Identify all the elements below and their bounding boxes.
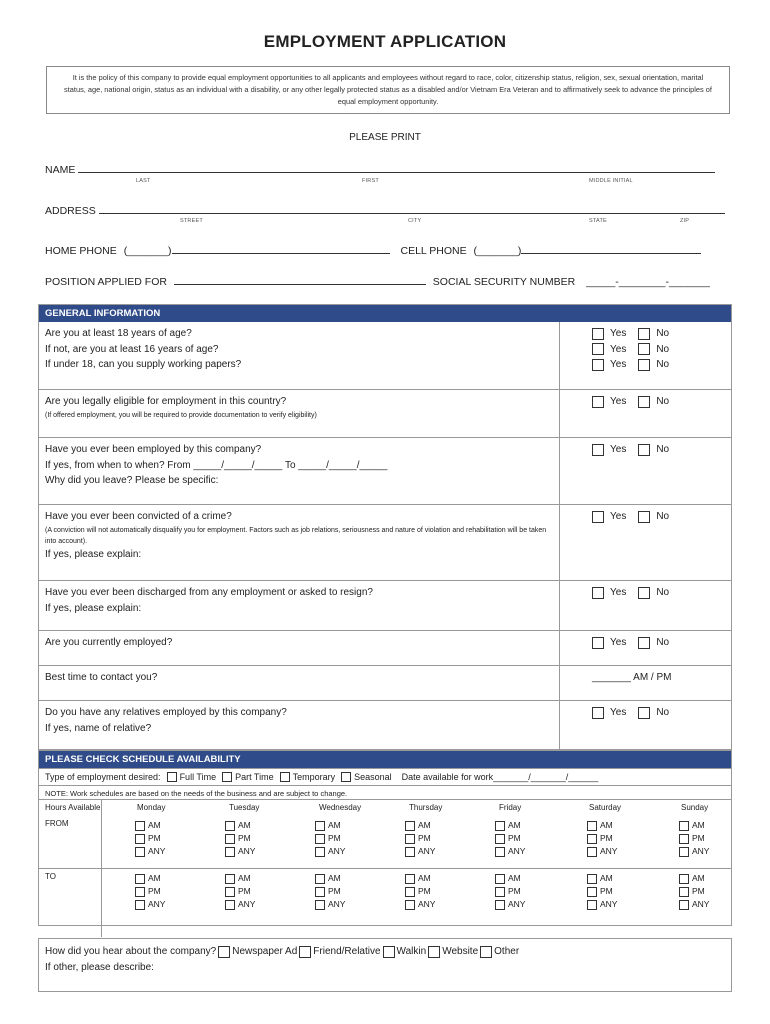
- referral-section: [38, 938, 732, 992]
- schedule-option-label: PM: [692, 886, 705, 896]
- no-label: No: [656, 396, 670, 407]
- schedule-option-label: ANY: [418, 846, 436, 856]
- cell-phone-area: (_______): [473, 245, 522, 257]
- no-label: No: [656, 637, 670, 648]
- schedule-option-label: AM: [418, 820, 431, 830]
- yes-label: Yes: [610, 707, 627, 718]
- schedule-grid: [39, 799, 731, 937]
- discharged-yes-checkbox[interactable]: [592, 587, 604, 599]
- age-18-yes-checkbox[interactable]: [592, 328, 604, 340]
- working-papers-no-checkbox[interactable]: [638, 359, 650, 371]
- schedule-option-label: AM: [600, 873, 613, 883]
- yes-label: Yes: [610, 511, 627, 522]
- to-label: TO: [45, 872, 56, 881]
- position-row: [45, 274, 710, 288]
- day-header-monday: Monday: [137, 803, 166, 812]
- ssn-label: SOCIAL SECURITY NUMBER: [432, 276, 576, 288]
- from-sunday-pm-checkbox[interactable]: [679, 834, 689, 844]
- conviction-yes-checkbox[interactable]: [592, 511, 604, 523]
- website-checkbox[interactable]: [428, 946, 440, 958]
- currently-employed-no-checkbox[interactable]: [638, 637, 650, 649]
- no-label: No: [656, 707, 670, 718]
- schedule-option-label: ANY: [148, 846, 166, 856]
- discharged-question-row: [39, 580, 731, 630]
- from-sunday-any-checkbox[interactable]: [679, 847, 689, 857]
- conviction-no-checkbox[interactable]: [638, 511, 650, 523]
- schedule-option-label: PM: [508, 886, 521, 896]
- to-saturday-am-checkbox[interactable]: [587, 874, 597, 884]
- eligibility-question: Are you legally eligible for employment in this country?: [45, 396, 287, 407]
- schedule-option-label: PM: [148, 833, 161, 843]
- address-row: [45, 203, 725, 217]
- yes-label: Yes: [610, 359, 627, 370]
- employment-type-row: [39, 768, 731, 785]
- to-thursday-options: [405, 872, 435, 911]
- from-wednesday-any-checkbox[interactable]: [315, 847, 325, 857]
- ssn-input[interactable]: _____-________-_______: [586, 276, 710, 288]
- currently-employed-yes-checkbox[interactable]: [592, 637, 604, 649]
- name-input[interactable]: [78, 162, 715, 173]
- from-thursday-options: [405, 819, 435, 858]
- age-16-no-checkbox[interactable]: [638, 343, 650, 355]
- address-label: ADDRESS: [45, 205, 96, 217]
- schedule-option-label: AM: [148, 820, 161, 830]
- to-tuesday-any-checkbox[interactable]: [225, 900, 235, 910]
- yes-label: Yes: [610, 328, 627, 339]
- to-tuesday-pm-checkbox[interactable]: [225, 887, 235, 897]
- schedule-option-label: ANY: [418, 899, 436, 909]
- address-sub-city: CITY: [408, 218, 422, 224]
- relatives-question: Do you have any relatives employed by this company?: [45, 707, 287, 718]
- prior-employment-dates: If yes, from when to when? From _____/_____/_____ To _____/_____/_____: [45, 459, 388, 471]
- schedule-option-label: AM: [238, 820, 251, 830]
- general-information-section: [38, 304, 732, 750]
- schedule-option-label: PM: [148, 886, 161, 896]
- yes-label: Yes: [610, 343, 627, 355]
- name-row: [45, 162, 715, 176]
- address-sub-street: STREET: [180, 218, 203, 224]
- referral-question: How did you hear about the company?: [45, 946, 217, 957]
- schedule-option-label: AM: [148, 873, 161, 883]
- from-thursday-pm-checkbox[interactable]: [405, 834, 415, 844]
- yes-label: Yes: [610, 637, 627, 648]
- relatives-yes-checkbox[interactable]: [592, 707, 604, 719]
- discharged-question: Have you ever been discharged from any employment or asked to resign?: [45, 587, 373, 598]
- other-checkbox[interactable]: [480, 946, 492, 958]
- age-question-row: [39, 322, 731, 389]
- temporary-checkbox[interactable]: [280, 772, 290, 782]
- schedule-option-label: AM: [508, 873, 521, 883]
- to-thursday-pm-checkbox[interactable]: [405, 887, 415, 897]
- currently-employed-question-row: [39, 630, 731, 665]
- to-saturday-options: [587, 872, 617, 911]
- schedule-option-label: ANY: [600, 846, 618, 856]
- schedule-option-label: ANY: [508, 899, 526, 909]
- from-wednesday-pm-checkbox[interactable]: [315, 834, 325, 844]
- walkin-label: Walkin: [396, 946, 427, 957]
- schedule-option-label: PM: [328, 833, 341, 843]
- schedule-option-label: ANY: [692, 899, 710, 909]
- from-thursday-any-checkbox[interactable]: [405, 847, 415, 857]
- to-tuesday-options: [225, 872, 255, 911]
- no-label: No: [656, 343, 670, 355]
- no-label: No: [656, 587, 670, 598]
- age-16-question: If not, are you at least 16 years of age?: [45, 343, 219, 355]
- schedule-option-label: AM: [692, 820, 705, 830]
- schedule-option-label: AM: [508, 820, 521, 830]
- friend-relative-label: Friend/Relative: [313, 946, 381, 957]
- from-tuesday-am-checkbox[interactable]: [225, 821, 235, 831]
- to-monday-any-checkbox[interactable]: [135, 900, 145, 910]
- prior-employment-question: Have you ever been employed by this company?: [45, 444, 262, 455]
- website-label: Website: [442, 946, 479, 957]
- from-sunday-am-checkbox[interactable]: [679, 821, 689, 831]
- schedule-option-label: AM: [328, 873, 341, 883]
- no-label: No: [656, 444, 670, 455]
- age-18-question: Are you at least 18 years of age?: [45, 328, 192, 339]
- from-tuesday-any-checkbox[interactable]: [225, 847, 235, 857]
- from-label: FROM: [45, 819, 69, 828]
- contact-time-question: Best time to contact you?: [45, 672, 158, 683]
- from-saturday-any-checkbox[interactable]: [587, 847, 597, 857]
- age-18-no-checkbox[interactable]: [638, 328, 650, 340]
- schedule-option-label: PM: [692, 833, 705, 843]
- schedule-option-label: PM: [508, 833, 521, 843]
- home-phone-input[interactable]: [172, 243, 390, 254]
- schedule-option-label: PM: [328, 886, 341, 896]
- eligibility-yes-checkbox[interactable]: [592, 396, 604, 408]
- discharged-no-checkbox[interactable]: [638, 587, 650, 599]
- seasonal-label: Seasonal: [354, 772, 392, 782]
- schedule-option-label: ANY: [600, 899, 618, 909]
- prior-employment-yes-checkbox[interactable]: [592, 444, 604, 456]
- from-monday-any-checkbox[interactable]: [135, 847, 145, 857]
- from-saturday-am-checkbox[interactable]: [587, 821, 597, 831]
- schedule-option-label: PM: [600, 833, 613, 843]
- schedule-option-label: AM: [238, 873, 251, 883]
- other-label: Other: [494, 946, 520, 957]
- working-papers-yes-checkbox[interactable]: [592, 359, 604, 371]
- general-information-header: GENERAL INFORMATION: [39, 305, 731, 322]
- eligibility-note: (If offered employment, you will be required to provide documentation to verify eligibility): [45, 411, 317, 419]
- yes-label: Yes: [610, 587, 627, 598]
- to-saturday-any-checkbox[interactable]: [587, 900, 597, 910]
- schedule-option-label: PM: [418, 886, 431, 896]
- reason-for-leaving: Why did you leave? Please be specific:: [45, 475, 219, 486]
- schedule-option-label: ANY: [328, 846, 346, 856]
- to-thursday-am-checkbox[interactable]: [405, 874, 415, 884]
- to-sunday-options: [679, 872, 709, 911]
- day-header-tuesday: Tuesday: [229, 803, 260, 812]
- hours-available-label: Hours Available: [45, 803, 101, 812]
- schedule-option-label: AM: [692, 873, 705, 883]
- schedule-option-label: PM: [238, 886, 251, 896]
- working-papers-question: If under 18, can you supply working papers?: [45, 359, 242, 370]
- cell-phone-input[interactable]: [521, 243, 701, 254]
- to-friday-am-checkbox[interactable]: [495, 874, 505, 884]
- to-monday-am-checkbox[interactable]: [135, 874, 145, 884]
- currently-employed-question: Are you currently employed?: [45, 637, 173, 648]
- other-describe-label: If other, please describe:: [45, 962, 154, 973]
- schedule-section: [38, 750, 732, 926]
- to-monday-pm-checkbox[interactable]: [135, 887, 145, 897]
- yes-label: Yes: [610, 444, 627, 455]
- prior-employment-question-row: [39, 437, 731, 504]
- name-sub-first: FIRST: [362, 178, 379, 184]
- newspaper-ad-label: Newspaper Ad: [232, 946, 298, 957]
- part-time-label: Part Time: [235, 772, 274, 782]
- relatives-name: If yes, name of relative?: [45, 722, 152, 734]
- phone-row: [45, 243, 701, 257]
- age-16-yes-checkbox[interactable]: [592, 343, 604, 355]
- name-label: NAME: [45, 164, 76, 176]
- day-header-saturday: Saturday: [589, 803, 622, 812]
- address-sub-zip: ZIP: [680, 218, 690, 224]
- from-saturday-options: [587, 819, 617, 858]
- seasonal-checkbox[interactable]: [341, 772, 351, 782]
- to-wednesday-pm-checkbox[interactable]: [315, 887, 325, 897]
- no-label: No: [656, 328, 670, 339]
- to-thursday-any-checkbox[interactable]: [405, 900, 415, 910]
- from-friday-options: [495, 819, 525, 858]
- schedule-option-label: PM: [418, 833, 431, 843]
- please-print-label: PLEASE PRINT: [349, 132, 421, 143]
- name-sub-last: LAST: [136, 178, 151, 184]
- to-saturday-pm-checkbox[interactable]: [587, 887, 597, 897]
- from-saturday-pm-checkbox[interactable]: [587, 834, 597, 844]
- schedule-option-label: AM: [328, 820, 341, 830]
- page-title: EMPLOYMENT APPLICATION: [263, 32, 507, 51]
- from-wednesday-am-checkbox[interactable]: [315, 821, 325, 831]
- from-thursday-am-checkbox[interactable]: [405, 821, 415, 831]
- yes-label: Yes: [610, 396, 627, 407]
- day-header-wednesday: Wednesday: [319, 803, 362, 812]
- to-tuesday-am-checkbox[interactable]: [225, 874, 235, 884]
- schedule-option-label: AM: [418, 873, 431, 883]
- schedule-option-label: ANY: [508, 846, 526, 856]
- discharged-explain: If yes, please explain:: [45, 602, 142, 614]
- full-time-checkbox[interactable]: [167, 772, 177, 782]
- home-phone-label: HOME PHONE: [45, 245, 117, 257]
- conviction-note: (A conviction will not automatically disqualify you for employment. Factors such as job relations, seriousness and nature of violation and rehabilitation will be taken into account).: [45, 526, 547, 545]
- address-sub-state: STATE: [589, 218, 607, 224]
- no-label: No: [656, 359, 670, 370]
- schedule-option-label: PM: [238, 833, 251, 843]
- eligibility-no-checkbox[interactable]: [638, 396, 650, 408]
- from-monday-am-checkbox[interactable]: [135, 821, 145, 831]
- to-sunday-pm-checkbox[interactable]: [679, 887, 689, 897]
- from-friday-pm-checkbox[interactable]: [495, 834, 505, 844]
- relatives-question-row: [39, 700, 731, 750]
- conviction-explain: If yes, please explain:: [45, 548, 142, 560]
- name-sub-middle: MIDDLE INITIAL: [589, 178, 633, 184]
- day-header-thursday: Thursday: [409, 803, 443, 812]
- from-sunday-options: [679, 819, 709, 858]
- to-sunday-any-checkbox[interactable]: [679, 900, 689, 910]
- newspaper-ad-checkbox[interactable]: [218, 946, 230, 958]
- contact-time-question-row: [39, 665, 731, 700]
- to-monday-options: [135, 872, 165, 911]
- friend-relative-checkbox[interactable]: [299, 946, 311, 958]
- cell-phone-label: CELL PHONE: [400, 245, 467, 257]
- no-label: No: [656, 511, 670, 522]
- conviction-question: Have you ever been convicted of a crime?: [45, 511, 232, 522]
- to-friday-pm-checkbox[interactable]: [495, 887, 505, 897]
- eligibility-question-row: [39, 389, 731, 437]
- day-header-friday: Friday: [499, 803, 522, 812]
- from-friday-any-checkbox[interactable]: [495, 847, 505, 857]
- grid-row-divider: [39, 868, 731, 869]
- from-monday-pm-checkbox[interactable]: [135, 834, 145, 844]
- employment-type-label: Type of employment desired:: [45, 772, 161, 782]
- temporary-label: Temporary: [292, 772, 336, 782]
- to-sunday-am-checkbox[interactable]: [679, 874, 689, 884]
- part-time-checkbox[interactable]: [222, 772, 232, 782]
- schedule-option-label: PM: [600, 886, 613, 896]
- schedule-option-label: ANY: [328, 899, 346, 909]
- address-input[interactable]: [99, 203, 725, 214]
- schedule-header: PLEASE CHECK SCHEDULE AVAILABILITY: [39, 751, 731, 768]
- contact-time-input[interactable]: _______ AM / PM: [592, 672, 672, 683]
- from-monday-options: [135, 819, 165, 858]
- schedule-option-label: AM: [600, 820, 613, 830]
- position-input[interactable]: [174, 274, 426, 285]
- eeo-policy-statement: It is the policy of this company to provide equal employment opportunities to all applicants and employees without regard to race, color, citizenship status, religion, sex, sexual orientation, marital status, age, national origin, status as an individual with a disability, or any other legally protected status as a disabled and/or Vietnam Era Veteran and to affirmatively seek to advance the principles of equal employment opportunity.: [46, 66, 730, 114]
- from-tuesday-pm-checkbox[interactable]: [225, 834, 235, 844]
- schedule-option-label: ANY: [148, 899, 166, 909]
- to-wednesday-options: [315, 872, 345, 911]
- conviction-question-row: [39, 504, 731, 580]
- from-friday-am-checkbox[interactable]: [495, 821, 505, 831]
- to-friday-options: [495, 872, 525, 911]
- to-wednesday-am-checkbox[interactable]: [315, 874, 325, 884]
- schedule-option-label: ANY: [238, 846, 256, 856]
- relatives-no-checkbox[interactable]: [638, 707, 650, 719]
- home-phone-area: (_______): [123, 245, 172, 257]
- prior-employment-no-checkbox[interactable]: [638, 444, 650, 456]
- position-label: POSITION APPLIED FOR: [45, 276, 167, 288]
- from-tuesday-options: [225, 819, 255, 858]
- date-available-input[interactable]: Date available for work_______/_______/______: [401, 772, 599, 782]
- to-friday-any-checkbox[interactable]: [495, 900, 505, 910]
- schedule-option-label: ANY: [692, 846, 710, 856]
- schedule-note: NOTE: Work schedules are based on the needs of the business and are subject to change.: [39, 785, 731, 799]
- walkin-checkbox[interactable]: [383, 946, 395, 958]
- to-wednesday-any-checkbox[interactable]: [315, 900, 325, 910]
- from-wednesday-options: [315, 819, 345, 858]
- day-header-sunday: Sunday: [681, 803, 709, 812]
- full-time-label: Full Time: [179, 772, 217, 782]
- schedule-option-label: ANY: [238, 899, 256, 909]
